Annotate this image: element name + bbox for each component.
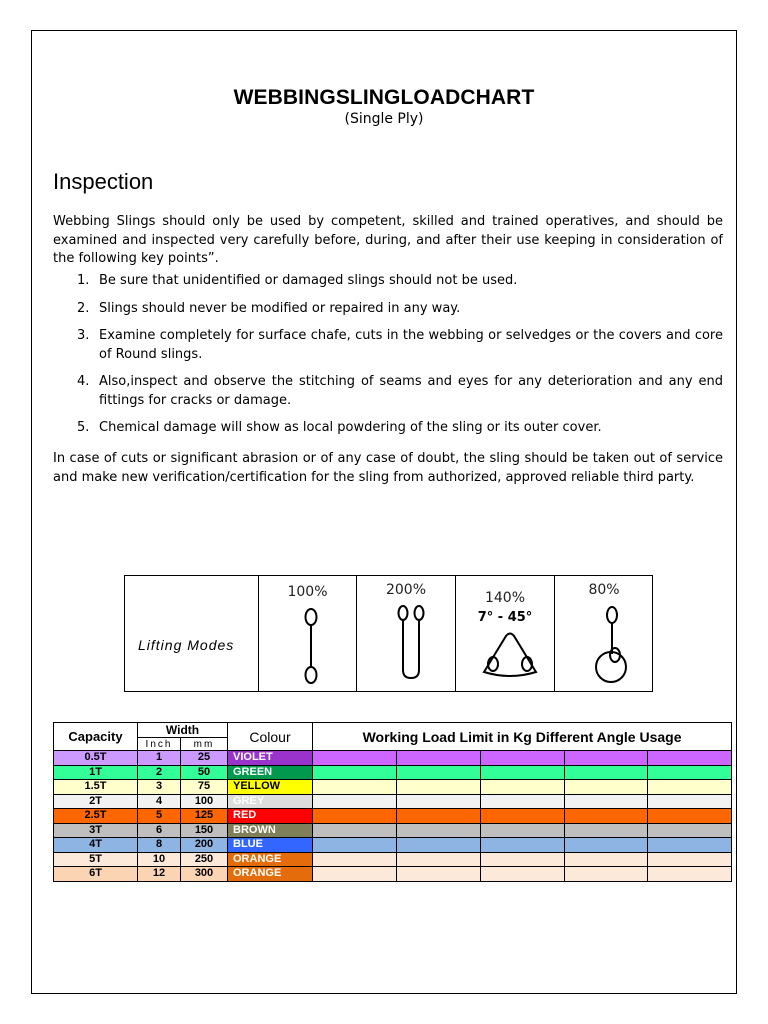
width-inch-cell: 8: [138, 838, 181, 853]
wll-cell: [481, 867, 565, 882]
colour-cell: ORANGE: [228, 852, 313, 867]
wll-cell: [481, 765, 565, 780]
list-text: Chemical damage will show as local powdering of the sling or its outer cover.: [99, 420, 602, 435]
wll-cell: [565, 794, 648, 809]
capacity-cell: 5T: [54, 852, 138, 867]
wll-cell: [313, 867, 397, 882]
capacity-cell: 2T: [54, 794, 138, 809]
width-mm-cell: 300: [181, 867, 228, 882]
header-mm: mm: [181, 738, 228, 751]
colour-cell: ORANGE: [228, 867, 313, 882]
table-row: [54, 823, 732, 838]
wll-cell: [397, 751, 481, 766]
wll-cell: [313, 765, 397, 780]
table-row: [54, 852, 732, 867]
list-item: [53, 327, 723, 364]
wll-cell: [313, 823, 397, 838]
capacity-cell: 2.5T: [54, 809, 138, 824]
width-inch-cell: 12: [138, 867, 181, 882]
wll-cell: [397, 838, 481, 853]
wll-cell: [648, 765, 732, 780]
width-mm-cell: 250: [181, 852, 228, 867]
mode-percent: 100%: [287, 584, 328, 600]
wll-cell: [397, 867, 481, 882]
wll-cell: [397, 852, 481, 867]
lifting-modes-label: Lifting Modes: [138, 637, 235, 653]
mode-percent: 140%: [484, 590, 526, 606]
list-text: Also,inspect and observe the stitching of seams and eyes for any deterioration and any end fittings for cracks or damage.: [99, 374, 723, 408]
table-row: [54, 794, 732, 809]
width-mm-cell: 200: [181, 838, 228, 853]
width-inch-cell: 2: [138, 765, 181, 780]
wll-cell: [565, 765, 648, 780]
wll-cell: [481, 794, 565, 809]
lifting-mode-vertical: [258, 576, 356, 691]
wll-cell: [648, 809, 732, 824]
mode-percent: 80%: [588, 582, 620, 598]
width-mm-cell: 100: [181, 794, 228, 809]
width-inch-cell: 1: [138, 751, 181, 766]
closing-paragraph: In case of cuts or significant abrasion or of any case of doubt, the sling should be taken out of service and make new verification/certification for the sling from authorized, approved reliable third party.: [53, 451, 723, 485]
colour-cell: GREY: [228, 794, 313, 809]
list-text: Be sure that unidentified or damaged slings should not be used.: [99, 273, 518, 288]
wll-cell: [565, 823, 648, 838]
list-number: 5.: [77, 420, 90, 435]
wll-cell: [565, 751, 648, 766]
wll-cell: [648, 852, 732, 867]
mode-angle: 7° - 45°: [477, 610, 533, 625]
mode-percent: 200%: [385, 582, 427, 598]
wll-cell: [565, 809, 648, 824]
intro-paragraph: Webbing Slings should only be used by competent, skilled and trained operatives, and should be examined and inspected very carefully before, during, and after their use keeping in consideration of the following key points”.: [53, 214, 723, 266]
table-row: [54, 751, 732, 766]
width-inch-cell: 6: [138, 823, 181, 838]
wll-cell: [397, 823, 481, 838]
section-heading: Inspection: [53, 169, 154, 194]
list-number: 3.: [77, 328, 90, 343]
header-colour: Colour: [228, 723, 313, 751]
wll-cell: [481, 823, 565, 838]
header-capacity: Capacity: [54, 723, 138, 751]
list-number: 4.: [77, 374, 90, 389]
wll-cell: [397, 765, 481, 780]
list-number: 1.: [77, 273, 90, 288]
width-mm-cell: 75: [181, 780, 228, 795]
wll-cell: [313, 852, 397, 867]
wll-cell: [565, 838, 648, 853]
list-item: [53, 300, 723, 319]
list-item: [53, 373, 723, 410]
wll-cell: [481, 780, 565, 795]
width-mm-cell: 25: [181, 751, 228, 766]
width-inch-cell: 5: [138, 809, 181, 824]
document-subtitle: (Single Ply): [344, 111, 424, 127]
wll-cell: [313, 751, 397, 766]
wll-cell: [313, 780, 397, 795]
width-inch-cell: 4: [138, 794, 181, 809]
wll-cell: [397, 794, 481, 809]
wll-cell: [648, 780, 732, 795]
colour-cell: VIOLET: [228, 751, 313, 766]
choke-lift-icon: [555, 576, 654, 691]
colour-cell: BLUE: [228, 838, 313, 853]
wll-cell: [648, 838, 732, 853]
capacity-cell: 4T: [54, 838, 138, 853]
wll-cell: [565, 852, 648, 867]
header-width: Width: [138, 723, 228, 738]
list-item: [53, 419, 723, 438]
colour-cell: BROWN: [228, 823, 313, 838]
table-row: [54, 765, 732, 780]
lifting-mode-u: [356, 576, 455, 691]
u-lift-icon: [357, 576, 456, 691]
lifting-mode-choke: [554, 576, 653, 691]
wll-cell: [481, 809, 565, 824]
wll-cell: [397, 809, 481, 824]
width-inch-cell: 10: [138, 852, 181, 867]
wll-cell: [397, 780, 481, 795]
table-row: [54, 867, 732, 882]
wll-cell: [648, 867, 732, 882]
header-inch: Inch: [138, 738, 181, 751]
wll-cell: [313, 794, 397, 809]
colour-cell: RED: [228, 809, 313, 824]
width-inch-cell: 3: [138, 780, 181, 795]
width-mm-cell: 50: [181, 765, 228, 780]
capacity-cell: 0.5T: [54, 751, 138, 766]
load-table-body: [54, 751, 732, 882]
list-item: [53, 272, 723, 291]
vertical-lift-icon: [259, 576, 357, 691]
header-working-load-limit: Working Load Limit in Kg Different Angle Usage: [313, 723, 732, 751]
wll-cell: [648, 823, 732, 838]
list-number: 2.: [77, 300, 90, 316]
wll-cell: [648, 794, 732, 809]
list-text: Examine completely for surface chafe, cuts in the webbing or selvedges or the covers and core of Round slings.: [99, 328, 723, 362]
document-title: WEBBINGSLINGLOADCHART: [233, 86, 535, 109]
width-mm-cell: 125: [181, 809, 228, 824]
table-row: [54, 809, 732, 824]
wll-cell: [481, 838, 565, 853]
wll-cell: [313, 809, 397, 824]
wll-cell: [481, 852, 565, 867]
list-text: Slings should never be modified or repaired in any way.: [99, 300, 461, 316]
lifting-modes-box: [124, 575, 653, 692]
lifting-mode-basket: [455, 576, 554, 691]
wll-cell: [648, 751, 732, 766]
inspection-points-list: [53, 272, 723, 447]
capacity-cell: 6T: [54, 867, 138, 882]
table-row: [54, 780, 732, 795]
wll-cell: [481, 751, 565, 766]
colour-cell: GREEN: [228, 765, 313, 780]
basket-angle-lift-icon: [456, 576, 555, 691]
width-mm-cell: 150: [181, 823, 228, 838]
wll-cell: [565, 780, 648, 795]
colour-cell: YELLOW: [228, 780, 313, 795]
table-row: [54, 838, 732, 853]
capacity-cell: 1.5T: [54, 780, 138, 795]
capacity-cell: 3T: [54, 823, 138, 838]
wll-cell: [313, 838, 397, 853]
load-chart-table: [53, 722, 732, 882]
wll-cell: [565, 867, 648, 882]
capacity-cell: 1T: [54, 765, 138, 780]
